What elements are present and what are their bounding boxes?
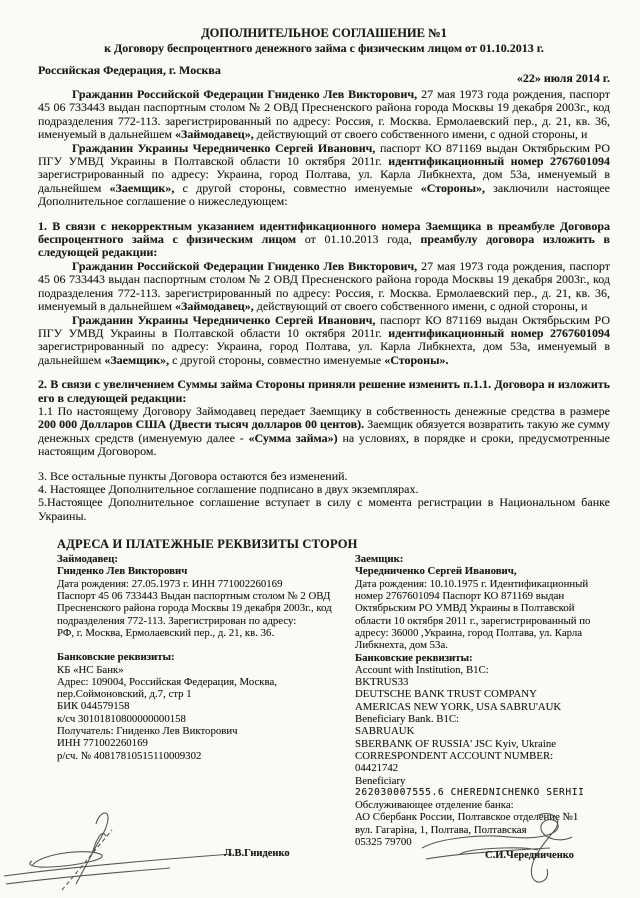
paragraph: Гражданин Российской Федерации Гниденко Лев Викторович, 27 мая 1973 года рождения, паспорт 45 06 733443 выдан паспортным столом № 2 ОВД Пресненского района города Москвы 19 декабря 2003г., код подразделения 772-113. зарегистрированный по адресу: Россия, г. Москва. Ермолаевский пер., д. 21, кв. 36, именуемый в дальнейшем «Займодавец», действующий от своего собственного имени, с одной стороны, и bbox=[38, 87, 610, 142]
requisite-line: 262030007555.6 CHEREDNICHENKO SERHII bbox=[355, 786, 585, 798]
place-line: Российская Федерация, г. Москва bbox=[38, 63, 221, 77]
lender-requisites-column bbox=[57, 553, 337, 848]
requisite-line: Займодавец: bbox=[57, 553, 118, 566]
requisite-line: р/сч. № 40817810515110009302 bbox=[57, 749, 202, 762]
paragraph: 4. Настоящее Дополнительное соглашение подписано в двух экземплярах. bbox=[38, 481, 419, 496]
paragraph: Гражданин Украины Чередниченко Сергей Иванович, паспорт КО 871169 выдан Октябрьским РО ПГУ УМВД Украины в Полтавской области 10 октября 2011г. идентификационный номер 2767601094 зарегистрированный по адресу: Украина, город Полтава, ул. Карла Либкнехта, дом 53а, именуемый в дальнейшем «Заемщик», с другой стороны, совместно именуемые «Стороны». bbox=[38, 312, 610, 367]
paragraph: 1.1 По настоящему Договору Займодавец передает Заемщику в собственность денежные средства в размере 200 000 Долларов США (Двести тысяч долларов 00 центов). Заемщик обязуется возвратить такую же сумму денежных средств (именуемую далее - «Сумма займа») на условиях, в порядке и сроки, предусмотренные настоящим Договором. bbox=[38, 403, 611, 459]
requisite-line: AMERICAS NEW YORK, USA SABRU'AUK bbox=[355, 700, 562, 713]
requisite-line: подразделения 772-113. Зарегистрирован по адресу: bbox=[57, 614, 297, 627]
lender-signature bbox=[0, 808, 290, 896]
body-paragraphs bbox=[38, 88, 610, 523]
requisite-line: Паспорт 45 06 733443 Выдан паспортным столом № 2 ОВД bbox=[57, 590, 331, 603]
requisite-line: Заемщик: bbox=[355, 553, 404, 566]
date-line: «22» июля 2014 г. bbox=[516, 71, 610, 85]
paragraph: 1. В связи с некорректным указанием идентификационного номера Заемщика в преамбуле Договора беспроцентного займа с физическим лицом от 01.10.2013 года, преамбулу договора изложить в следующей редакции: bbox=[38, 218, 610, 260]
requisite-line: Либкнехта, дом 53а. bbox=[355, 639, 448, 652]
requisites-columns bbox=[57, 553, 610, 848]
requisite-line: адресу: 36000 ,Украина, город Полтава, ул. Карла bbox=[355, 626, 583, 639]
signatures-block bbox=[0, 808, 640, 898]
requisite-line: DEUTSCHE BANK TRUST COMPANY bbox=[355, 688, 537, 701]
requisite-line: вул. Гагаріна, 1, Полтава, Полтавская bbox=[355, 823, 527, 836]
paragraph: 3. Все остальные пункты Договора остаются без изменений. bbox=[38, 468, 348, 483]
lender-signature-scribble-icon bbox=[0, 808, 250, 896]
requisite-line: к/сч 30101810800000000158 bbox=[57, 712, 186, 725]
document-subtitle: к Договору беспроцентного денежного займа с физическим лицом от 01.10.2013 г. bbox=[104, 41, 544, 55]
requisite-line: 04421742 bbox=[355, 762, 399, 775]
requisite-line: Beneficiary bbox=[355, 774, 406, 787]
requisite-line: BKTRUS33 bbox=[355, 676, 409, 689]
requisite-line: Чередниченко Сергей Иванович, bbox=[355, 565, 517, 578]
requisite-line: Beneficiary Bank. B1C: bbox=[355, 713, 460, 726]
requisites-heading: АДРЕСА И ПЛАТЕЖНЫЕ РЕКВИЗИТЫ СТОРОН bbox=[57, 537, 358, 552]
requisite-line: Адрес: 109004, Российская Федерация, Москва, bbox=[57, 675, 277, 688]
requisite-line: Гниденко Лев Викторович bbox=[57, 565, 188, 578]
requisite-line: Обслуживающее отделение банка: bbox=[355, 799, 514, 812]
borrower-requisites-column bbox=[355, 553, 610, 848]
requisite-line: БИК 044579158 bbox=[57, 700, 130, 713]
requisite-line: ИНН 771002260169 bbox=[57, 737, 148, 750]
requisite-line: Банковские реквизиты: bbox=[355, 651, 473, 664]
paragraph: 2. В связи с увеличением Суммы займа Стороны приняли решение изменить п.1.1. Договора и изложить его в следующей редакции: bbox=[38, 377, 610, 405]
paragraph: 5.Настоящее Дополнительное соглашение вступает в силу с момента регистрации в Национальном банке Украины. bbox=[38, 495, 610, 523]
requisite-line: Пресненского района города Москвы 19 декабря 2003г., код bbox=[57, 602, 332, 615]
requisite-line: Октябрьским РО УМВД Украины в Полтавской bbox=[355, 602, 575, 615]
requisite-line: CORRESPONDENT ACCOUNT NUMBER: bbox=[355, 749, 554, 762]
paragraph: Гражданин Украины Чередниченко Сергей Иванович, паспорт КО 871169 выдан Октябрьским РО ПГУ УМВД Украины в Полтавской области 10 октября 2011г. идентификационный номер 2767601094 зарегистрированный по адресу: Украина, город Полтава, ул. Карла Либкнехта, дом 53а, именуемый в дальнейшем «Заемщик», с другой стороны, совместно именуемые «Стороны», заключили настоящее Дополнительное соглашение о нижеследующем: bbox=[38, 140, 610, 209]
place-and-date-row bbox=[38, 63, 610, 86]
requisite-line: 05325 79700 bbox=[355, 836, 412, 849]
borrower-signature-name: С.И.Чередниченко bbox=[485, 850, 574, 861]
requisite-line: Дата рождения: 27.05.1973 г. ИНН 771002260169 bbox=[57, 577, 283, 590]
paragraph: Гражданин Российской Федерации Гниденко Лев Викторович, 27 мая 1973 года рождения, паспорт 45 06 733443 выдан паспортным столом № 2 ОВД Пресненского района города Москвы 19 декабря 2003г., код подразделения 772-113. зарегистрированный по адресу: Россия, г. Москва. Ермолаевский пер., д. 21, кв. 36, именуемый в дальнейшем «Займодавец», действующий от своего собственного имени, с одной стороны, и bbox=[38, 258, 610, 314]
requisite-line: РФ, г. Москва, Ермолаевский пер., д. 21, кв. 36. bbox=[57, 626, 275, 639]
requisite-line: Дата рождения: 10.10.1975 г. Идентификационный bbox=[355, 577, 589, 590]
requisite-line: АО Сбербанк России, Полтавское отделение №1 bbox=[355, 811, 579, 824]
requisite-line: Банковские реквизиты: bbox=[57, 651, 175, 664]
requisite-line: SBERBANK OF RUSSIA' JSC Kyiv, Ukraine bbox=[355, 737, 557, 750]
requisite-line: Account with Institution, B1C: bbox=[355, 663, 489, 676]
requisite-line: SABRUAUK bbox=[355, 725, 415, 738]
lender-signature-name: Л.В.Гниденко bbox=[224, 848, 290, 859]
requisite-line: области 10 октября 2011 г., зарегистрированный по bbox=[355, 614, 591, 627]
document-title: ДОПОЛНИТЕЛЬНОЕ СОГЛАШЕНИЕ №1 bbox=[201, 26, 447, 40]
requisite-line: пер.Соймоновский, д.7, стр 1 bbox=[57, 688, 192, 701]
requisite-line: КБ «НС Банк» bbox=[57, 663, 124, 676]
borrower-signature bbox=[420, 808, 600, 898]
requisite-line: номер 2767601094 Паспорт КО 871169 выдан bbox=[355, 590, 565, 603]
requisite-line: Получатель: Гниденко Лев Викторович bbox=[57, 725, 238, 738]
